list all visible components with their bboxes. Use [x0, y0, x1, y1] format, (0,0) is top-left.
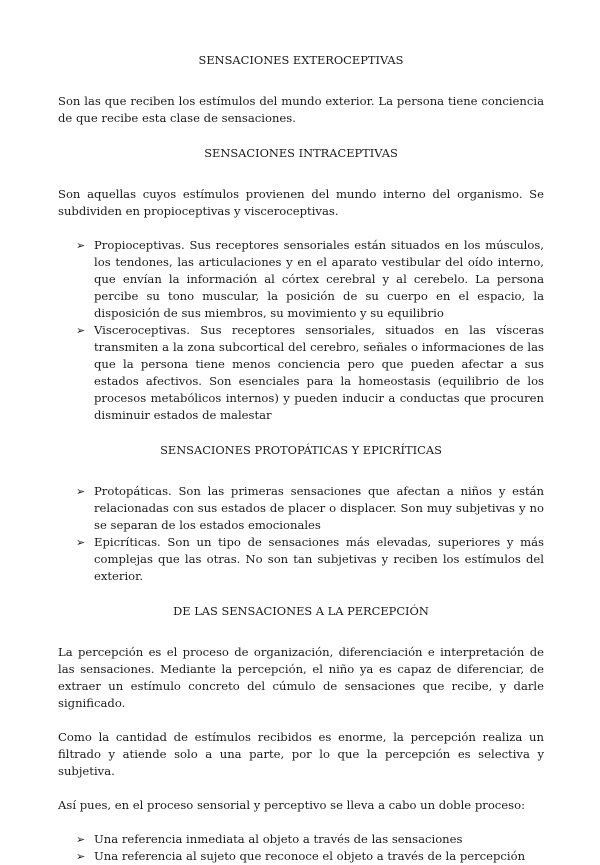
bullet-list-percepcion	[58, 831, 544, 865]
list-item	[58, 534, 544, 585]
bullet-list-intraceptivas	[58, 237, 544, 424]
list-item	[58, 483, 544, 534]
list-item	[58, 237, 544, 322]
arrow-bullet-icon: ➢	[76, 324, 86, 337]
list-item-text: Una referencia inmediata al objeto a través de las sensaciones	[94, 832, 463, 846]
arrow-bullet-icon: ➢	[76, 485, 86, 498]
section-title-percepcion: DE LAS SENSACIONES A LA PERCEPCIÓN	[173, 604, 429, 618]
list-item-text: Protopáticas. Son las primeras sensaciones que afectan a niños y están relacionadas con sus estados de placer o displacer. Son muy subjetivas y no se separan de los estados emocionales	[94, 484, 544, 532]
paragraph-intraceptivas: Son aquellas cuyos estímulos provienen del mundo interno del organismo. Se subdividen en propioceptivas y visceroceptivas.	[58, 187, 544, 218]
bullet-list-protopaticas	[58, 483, 544, 585]
document-page	[58, 52, 544, 865]
section-title-protopaticas: SENSACIONES PROTOPÁTICAS Y EPICRÍTICAS	[160, 443, 442, 457]
list-item-text: Propioceptivas. Sus receptores sensoriales están situados en los músculos, los tendones, las articulaciones y en el aparato vestibular del oído interno, que envían la información al córtex cerebral y al cerebelo. La persona percibe su tono muscular, la posición de su cuerpo en el espacio, la disposición de sus miembros, su movimiento y su equilibrio	[94, 238, 544, 320]
paragraph-percepcion-filtrado: Como la cantidad de estímulos recibidos es enorme, la percepción realiza un filtrado y atiende solo a una parte, por lo que la percepción es selectiva y subjetiva.	[58, 730, 544, 778]
list-item	[58, 848, 544, 865]
list-item	[58, 322, 544, 424]
list-item	[58, 831, 544, 848]
section-title-intraceptivas: SENSACIONES INTRACEPTIVAS	[204, 146, 398, 160]
list-item-text: Epicríticas. Son un tipo de sensaciones más elevadas, superiores y más complejas que las otras. No son tan subjetivas y reciben los estímulos del exterior.	[94, 535, 544, 583]
paragraph-percepcion-definition: La percepción es el proceso de organización, diferenciación e interpretación de las sensaciones. Mediante la percepción, el niño ya es capaz de diferenciar, de extraer un estímulo concreto del cúmulo de sensaciones que recibe, y darle significado.	[58, 645, 544, 710]
arrow-bullet-icon: ➢	[76, 536, 86, 549]
arrow-bullet-icon: ➢	[76, 850, 86, 863]
section-title-exteroceptivas: SENSACIONES EXTEROCEPTIVAS	[198, 53, 404, 67]
arrow-bullet-icon: ➢	[76, 239, 86, 252]
list-item-text: Visceroceptivas. Sus receptores sensoriales, situados en las vísceras transmiten a la zona subcortical del cerebro, señales o informaciones de las que la persona tiene menos conciencia pero que pueden afectar a sus estados afectivos. Son esenciales para la homeostasis (equilibrio de los procesos metabólicos internos) y pueden inducir a conductas que procuren disminuir estados de malestar	[94, 323, 544, 422]
paragraph-exteroceptivas: Son las que reciben los estímulos del mundo exterior. La persona tiene conciencia de que recibe esta clase de sensaciones.	[58, 94, 544, 125]
paragraph-percepcion-doble-proceso: Así pues, en el proceso sensorial y perceptivo se lleva a cabo un doble proceso:	[58, 798, 525, 812]
list-item-text: Una referencia al sujeto que reconoce el objeto a través de la percepción	[94, 849, 526, 863]
arrow-bullet-icon: ➢	[76, 833, 86, 846]
